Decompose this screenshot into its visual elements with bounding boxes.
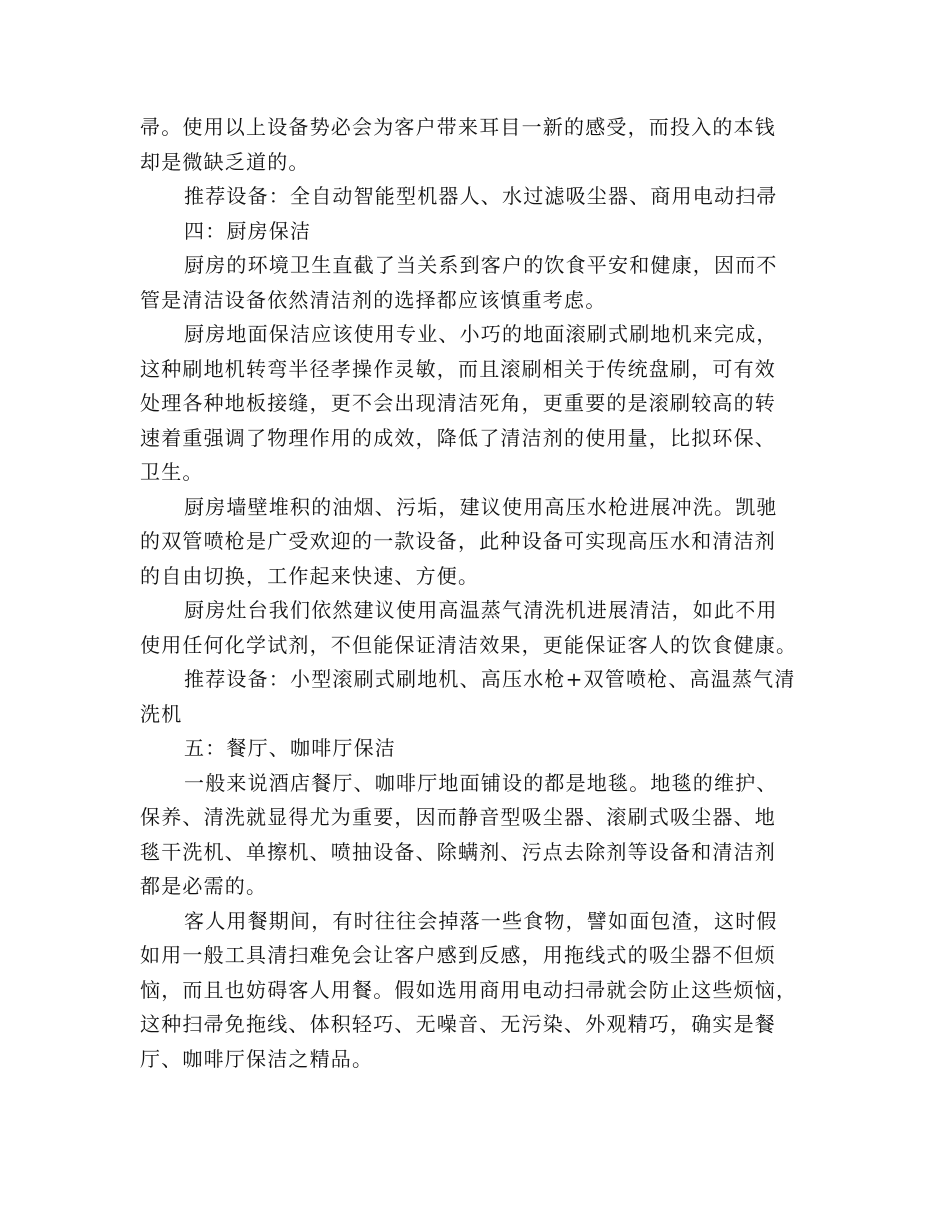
section-heading: 四：厨房保洁 bbox=[184, 218, 312, 243]
text-line: 速着重强调了物理作用的成效，降低了清洁剂的使用量，比拟环保、 bbox=[140, 425, 776, 450]
text-line: 恼，而且也妨碍客人用餐。假如选用商用电动扫帚就会防止这些烦恼， bbox=[140, 977, 798, 1002]
recommended-equipment-line: 推荐设备：全自动智能型机器人、水过滤吸尘器、商用电动扫帚 bbox=[184, 184, 778, 208]
document-body bbox=[140, 110, 812, 1076]
text-line: 帚。使用以上设备势必会为客户带来耳目一新的感受，而投入的本钱 bbox=[140, 115, 776, 139]
text-line: 厨房灶台我们依然建议使用高温蒸气清洗机进展清洁，如此不用 bbox=[184, 598, 778, 622]
text-line: 洗机 bbox=[140, 701, 183, 726]
text-line: 的双管喷枪是广受欢迎的一款设备，此种设备可实现高压水和清洁剂 bbox=[140, 529, 776, 553]
text-line: 客人用餐期间，有时往往会掉落一些食物，譬如面包渣，这时假 bbox=[184, 908, 778, 933]
text-line: 却是微缺乏道的。 bbox=[140, 149, 310, 174]
text-line: 都是必需的。 bbox=[140, 874, 268, 898]
text-line: 的自由切换，工作起来快速、方便。 bbox=[140, 563, 480, 588]
text-line: 如用一般工具清扫难免会让客户感到反感，用拖线式的吸尘器不但烦 bbox=[140, 943, 776, 967]
text-line: 管是清洁设备依然清洁剂的选择都应该慎重考虑。 bbox=[140, 287, 607, 312]
text-line: 保养、清洗就显得尤为重要，因而静音型吸尘器、滚刷式吸尘器、地 bbox=[140, 805, 776, 829]
text-line: 使用任何化学试剂，不但能保证清洁效果，更能保证客人的饮食健康。 bbox=[140, 632, 798, 657]
text-line: 厨房地面保洁应该使用专业、小巧的地面滚刷式刷地机来完成， bbox=[184, 322, 778, 346]
text-line: 厅、咖啡厅保洁之精品。 bbox=[140, 1046, 374, 1071]
section-heading: 五：餐厅、咖啡厅保洁 bbox=[184, 736, 396, 760]
text-line: 处理各种地板接缝，更不会出现清洁死角，更重要的是滚刷较高的转 bbox=[140, 391, 776, 415]
text-line: 这种扫帚免拖线、体积轻巧、无噪音、无污染、外观精巧，确实是餐 bbox=[140, 1012, 776, 1036]
text-line: 一般来说酒店餐厅、咖啡厅地面铺设的都是地毯。地毯的维护、 bbox=[184, 770, 778, 795]
text-line: 厨房墙壁堆积的油烟、污垢，建议使用高压水枪进展冲洗。凯驰 bbox=[184, 494, 778, 519]
text-line: 毯干洗机、单擦机、喷抽设备、除螨剂、污点去除剂等设备和清洁剂 bbox=[140, 839, 776, 864]
text-line: 卫生。 bbox=[140, 460, 204, 484]
recommended-equipment-line: 推荐设备：小型滚刷式刷地机、高压水枪+双管喷枪、高温蒸气清 bbox=[184, 667, 796, 691]
text-line: 厨房的环境卫生直截了当关系到客户的饮食平安和健康，因而不 bbox=[184, 253, 778, 277]
text-line: 这种刷地机转弯半径孝操作灵敏，而且滚刷相关于传统盘刷，可有效 bbox=[140, 356, 776, 381]
